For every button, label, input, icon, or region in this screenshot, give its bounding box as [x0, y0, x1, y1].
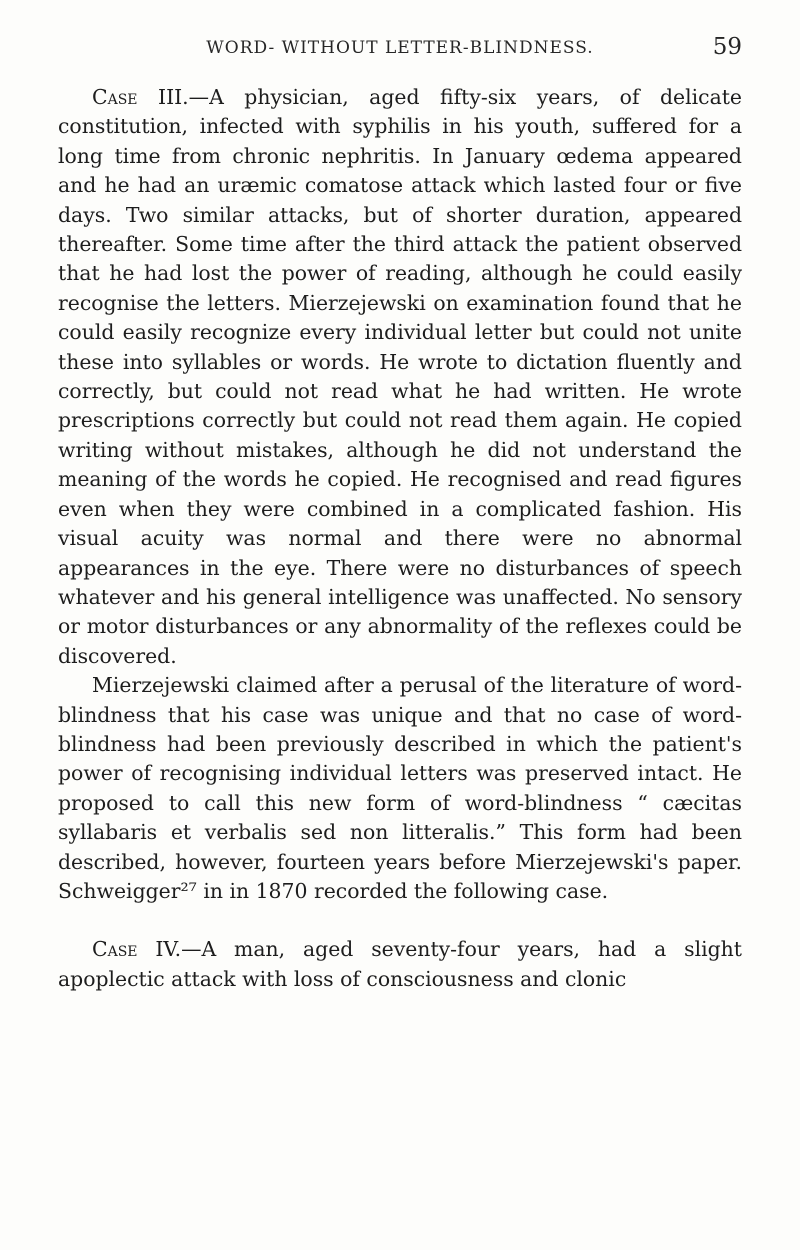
paragraph-text: —A physician, aged fifty-six years, of delicate constitution, infected with syphilis in his youth, suffered for a long time from chronic nephritis. In January œdema appeared and he had an uræmic comatose attack which lasted four or five days. Two similar attacks, but of shorter duration, appeared thereafter. Some time after the third attack the patient observed that he had lost the power of reading, although he could easily recognise the letters. Mierzejewski on examination found that he could easily recognize every individual letter but could not unite these into syllables or words. He wrote to dictation fluently and correctly, but could not read what he had written. He wrote prescriptions correctly but could not read them again. He copied writing without mistakes, although he did not understand the meaning of the words he copied. He recognised and read figures even when they were combined in a complicated fashion. His visual acuity was normal and there were no abnormal appearances in the eye. There were no disturbances of speech whatever and his general intelligence was unaffected. No sensory or motor disturbances or any abnormality of the reflexes could be discovered.	[58, 85, 742, 668]
paragraph-case-iii	[58, 83, 742, 671]
paragraph-text: Mierzejewski claimed after a perusal of the literature of word-blindness that his case was unique and that no case of word-blindness had been previously described in which the patient's power of recognising individual letters was preserved intact. He proposed to call this new form of word-blindness “ cæcitas syllabaris et verbalis sed non litteralis.” This form had been described, however, fourteen years before Mierzejewski's paper. Schweigger²⁷ in in 1870 recorded the following case.	[58, 673, 742, 903]
case-label: Case IV.	[92, 937, 182, 962]
paragraph-text: —A man, aged seventy-four years, had a slight apoplectic attack with loss of consciousness and clonic	[58, 937, 742, 991]
running-title: WORD- WITHOUT LETTER-BLINDNESS.	[206, 38, 594, 58]
running-head	[58, 34, 742, 68]
case-label: Case III.	[92, 85, 189, 109]
page-number: 59	[712, 34, 742, 60]
paragraph-case-iv	[58, 935, 742, 994]
paragraph-mierzejewski	[58, 671, 742, 906]
page-body	[58, 83, 742, 994]
